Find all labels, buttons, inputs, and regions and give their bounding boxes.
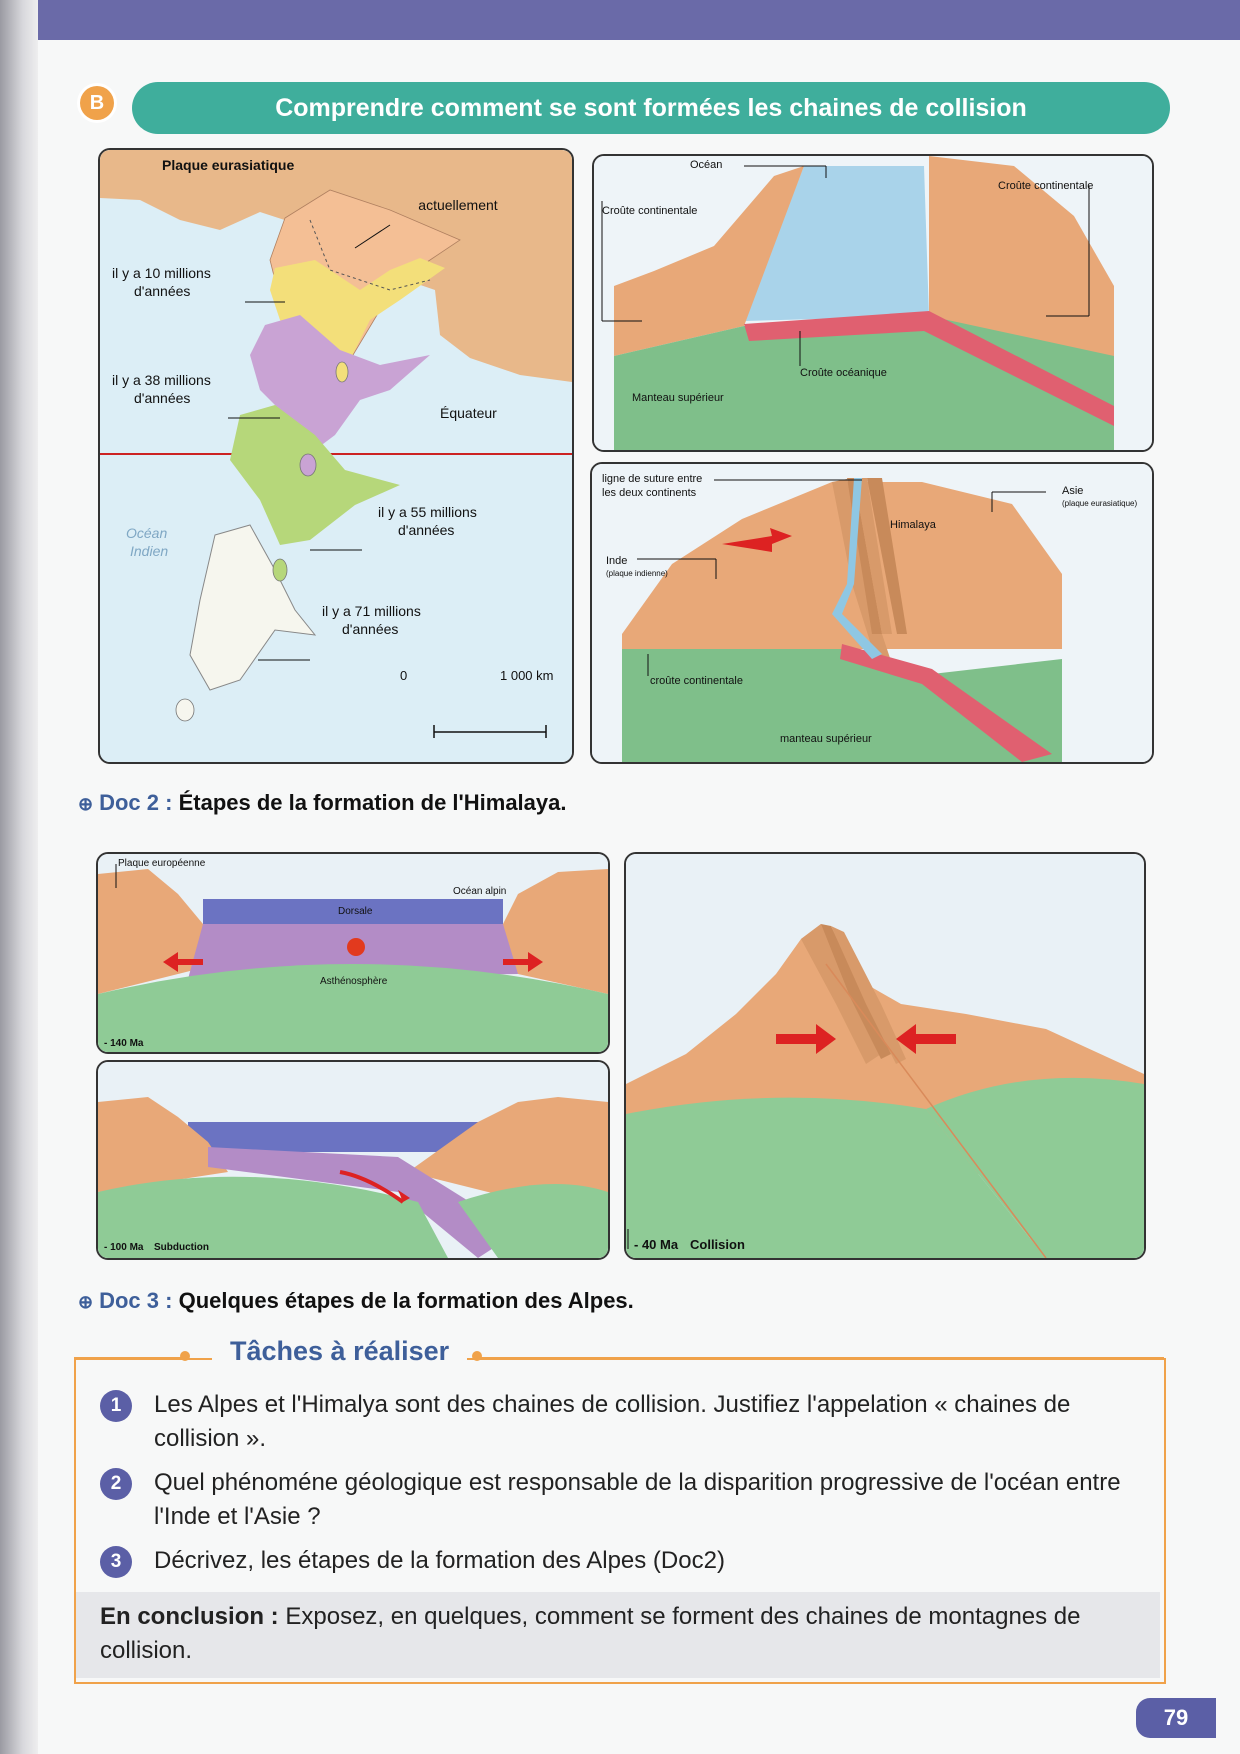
label-continental-crust: croûte continentale <box>650 675 743 687</box>
alps-stage-140ma <box>96 852 610 1054</box>
doc2-caption-label: Doc 2 : <box>99 790 173 815</box>
doc3-caption-text: Quelques étapes de la formation des Alpes. <box>178 1288 634 1313</box>
label-38ma-line2: d'années <box>134 390 191 406</box>
task-item-2 <box>100 1466 1140 1534</box>
label-asia: Asie <box>1062 485 1084 497</box>
label-alpine-ocean: Océan alpin <box>453 886 507 897</box>
label-ocean: Océan <box>690 159 723 171</box>
tasks-title-dot-left <box>180 1351 190 1361</box>
label-71ma-line2: d'années <box>342 621 399 637</box>
section-title: Comprendre comment se sont formées les chaines de collision <box>132 82 1170 134</box>
collision-himalaya-diagram <box>590 462 1154 764</box>
task-text-1: Les Alpes et l'Himalya sont des chaines de collision. Justifiez l'appelation « chaines de collision ». <box>154 1391 1071 1452</box>
label-european-plate: Plaque européenne <box>118 858 206 869</box>
label-upper-mantle: Manteau supérieur <box>632 392 724 404</box>
label-suture-line1: ligne de suture entre <box>602 473 703 485</box>
label-india-plate: (plaque indienne) <box>606 569 668 578</box>
label-continental-crust-right: Croûte continentale <box>998 180 1094 192</box>
task-item-3 <box>100 1544 1140 1578</box>
label-10ma-line1: il y a 10 millions <box>112 265 211 281</box>
label-38ma-line1: il y a 38 millions <box>112 372 211 388</box>
label-equator: Équateur <box>440 405 497 421</box>
label-age-100: - 100 Ma <box>104 1242 144 1253</box>
label-subduction: Subduction <box>154 1242 209 1253</box>
top-color-bar <box>0 0 1240 40</box>
label-age-40: - 40 Ma <box>634 1237 679 1252</box>
tasks-title-rule-right <box>476 1357 1164 1359</box>
label-indian-ocean-line2: Indien <box>130 543 169 559</box>
label-oceanic-crust: Croûte océanique <box>800 367 887 379</box>
task-number-1: 1 <box>100 1390 132 1422</box>
label-indian-ocean-line1: Océan <box>126 525 168 541</box>
label-71ma-line1: il y a 71 millions <box>322 603 421 619</box>
conclusion-paragraph <box>100 1600 1140 1668</box>
plus-circle-icon: ⊕ <box>78 794 94 814</box>
label-ridge: Dorsale <box>338 906 373 917</box>
task-text-3: Décrivez, les étapes de la formation des Alpes (Doc2) <box>154 1547 725 1574</box>
label-55ma-line2: d'années <box>398 522 455 538</box>
label-india: Inde <box>606 555 628 567</box>
label-asia-plate: (plaque eurasiatique) <box>1062 499 1138 508</box>
task-number-2: 2 <box>100 1468 132 1500</box>
alps-stage-40ma <box>624 852 1146 1260</box>
tasks-title: Tâches à réaliser <box>212 1336 467 1367</box>
alps-stage-100ma <box>96 1060 610 1260</box>
label-scale-zero: 0 <box>400 668 408 683</box>
tasks-title-rule-left <box>74 1357 184 1359</box>
task-number-3: 3 <box>100 1546 132 1578</box>
conclusion-box <box>76 1592 1160 1678</box>
conclusion-label: En conclusion : <box>100 1603 279 1630</box>
task-text-2: Quel phénoméne géologique est responsable de la disparition progressive de l'océan entre l'Inde et l'Asie ? <box>154 1469 1121 1530</box>
label-scale-distance: 1 000 km <box>500 668 554 683</box>
label-asthenosphere: Asthénosphère <box>320 976 388 987</box>
label-eurasian-plate: Plaque eurasiatique <box>162 157 295 173</box>
label-upper-mantle-bottom: manteau supérieur <box>780 733 872 745</box>
ocean-subduction-diagram <box>592 154 1154 452</box>
task-item-1 <box>100 1388 1140 1456</box>
book-spine-shadow <box>0 0 38 1754</box>
label-collision: Collision <box>690 1237 745 1252</box>
conclusion-text: Exposez, en quelques, comment se forment des chaines de montagnes de collision. <box>100 1603 1081 1664</box>
section-badge: B <box>80 86 114 120</box>
label-continental-crust-left: Croûte continentale <box>602 205 698 217</box>
label-10ma-line2: d'années <box>134 283 191 299</box>
page-number: 79 <box>1136 1698 1216 1738</box>
doc2-caption-text: Étapes de la formation de l'Himalaya. <box>178 790 567 815</box>
label-55ma-line1: il y a 55 millions <box>378 504 477 520</box>
india-drift-map <box>98 148 574 764</box>
doc3-caption <box>78 1288 634 1314</box>
label-now: actuellement <box>418 197 498 213</box>
doc2-caption <box>78 790 567 816</box>
plus-circle-icon: ⊕ <box>78 1292 94 1312</box>
label-suture-line2: les deux continents <box>602 487 697 499</box>
tasks-title-dot-right <box>472 1351 482 1361</box>
doc3-caption-label: Doc 3 : <box>99 1288 173 1313</box>
label-age-140: - 140 Ma <box>104 1038 144 1049</box>
label-himalaya: Himalaya <box>890 519 936 531</box>
